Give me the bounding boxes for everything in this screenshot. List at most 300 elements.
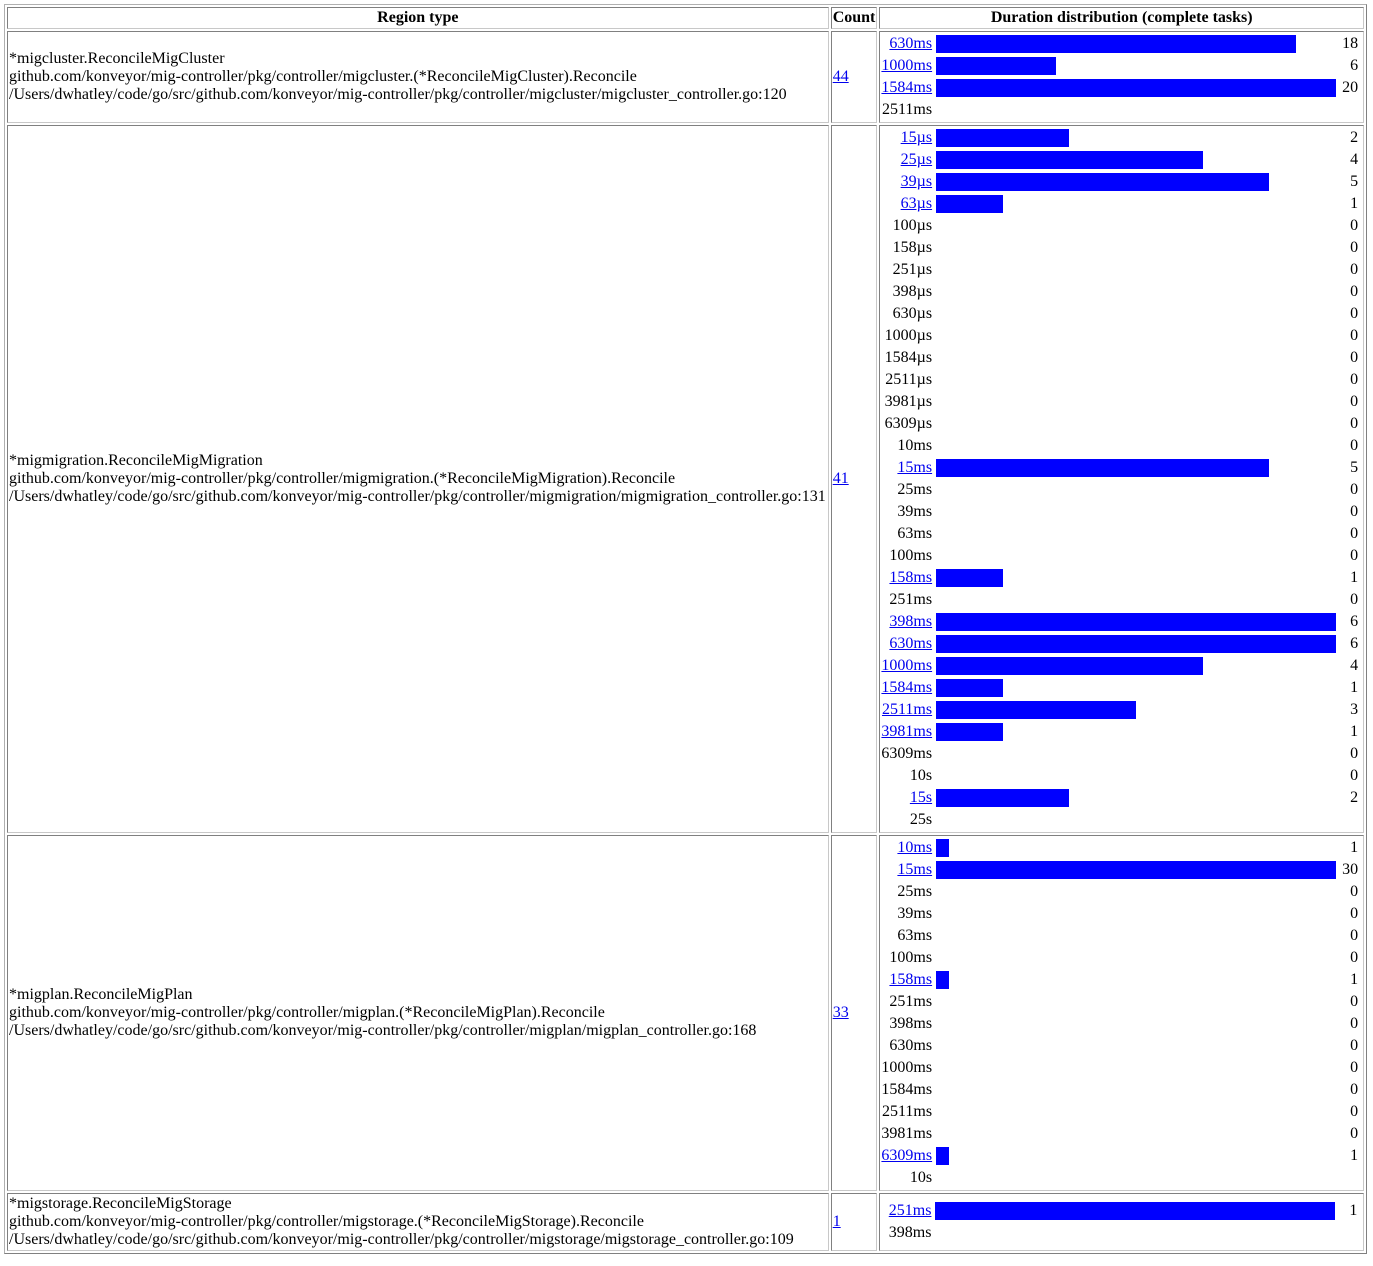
histogram-bucket xyxy=(881,1145,1358,1167)
histogram-bar xyxy=(936,789,1069,807)
bucket-label: 10ms xyxy=(897,437,933,454)
bar-cell xyxy=(936,281,1336,303)
bar-cell xyxy=(936,523,1336,545)
bucket-label: 6309ms xyxy=(881,745,933,762)
bar-cell xyxy=(936,677,1336,699)
bucket-label: 3981ms xyxy=(881,1125,933,1142)
bucket-label-cell xyxy=(881,947,936,969)
bucket-count: 1 xyxy=(1350,1147,1359,1164)
bucket-label-cell xyxy=(881,809,936,831)
count-link[interactable]: 33 xyxy=(832,1004,849,1021)
bucket-link[interactable]: 1000ms xyxy=(881,657,933,674)
histogram-bar xyxy=(936,173,1269,191)
bucket-count: 0 xyxy=(1350,481,1359,498)
histogram-bucket xyxy=(881,127,1358,149)
duration-distribution-cell xyxy=(879,125,1364,833)
histogram-bucket xyxy=(881,149,1358,171)
histogram-bucket xyxy=(881,193,1358,215)
bucket-label-cell xyxy=(881,567,936,589)
histogram-bucket xyxy=(881,947,1358,969)
duration-distribution-cell xyxy=(879,31,1364,123)
bar-cell xyxy=(936,589,1336,611)
bucket-label: 25ms xyxy=(897,883,933,900)
bucket-count: 0 xyxy=(1350,1015,1359,1032)
bucket-label-cell xyxy=(881,1123,936,1145)
bucket-label-cell xyxy=(881,743,936,765)
bucket-label-cell xyxy=(881,193,936,215)
region-function: github.com/konveyor/mig-controller/pkg/controller/migplan.(*ReconcileMigPlan).Reconcile xyxy=(9,1004,605,1021)
region-name: *migstorage.ReconcileMigStorage xyxy=(9,1195,232,1212)
bucket-label-cell xyxy=(881,127,936,149)
bucket-count: 0 xyxy=(1350,547,1359,564)
histogram-bucket xyxy=(881,99,1358,121)
bucket-label-cell xyxy=(881,721,936,743)
histogram-bucket xyxy=(881,1200,1357,1222)
bucket-label: 398µs xyxy=(892,283,933,300)
bucket-count: 5 xyxy=(1350,173,1359,190)
histogram-bucket xyxy=(881,743,1358,765)
bucket-label-cell xyxy=(881,903,936,925)
bucket-count: 0 xyxy=(1350,283,1359,300)
bucket-count: 0 xyxy=(1350,927,1359,944)
bar-cell xyxy=(936,859,1336,881)
histogram-bucket xyxy=(881,1035,1358,1057)
region-type-cell xyxy=(7,125,829,833)
bucket-label-cell xyxy=(881,281,936,303)
region-source-file: /Users/dwhatley/code/go/src/github.com/konveyor/mig-controller/pkg/controller/migcluster/migcluster_controller.go:120 xyxy=(9,86,787,103)
bar-cell xyxy=(936,457,1336,479)
bucket-label: 100µs xyxy=(892,217,933,234)
histogram-bucket xyxy=(881,721,1358,743)
duration-histogram xyxy=(881,127,1358,831)
bucket-count: 0 xyxy=(1350,993,1359,1010)
bucket-count: 0 xyxy=(1350,905,1359,922)
bucket-label-cell xyxy=(881,259,936,281)
histogram-bucket xyxy=(881,633,1358,655)
bar-cell xyxy=(936,1035,1336,1057)
bar-cell xyxy=(936,501,1336,523)
bucket-link[interactable]: 6309ms xyxy=(881,1147,933,1164)
histogram-bucket xyxy=(881,611,1358,633)
bucket-count: 0 xyxy=(1350,503,1359,520)
bar-cell xyxy=(936,787,1336,809)
bar-cell xyxy=(936,947,1336,969)
bucket-label-cell xyxy=(881,699,936,721)
histogram-bucket xyxy=(881,479,1358,501)
bucket-link[interactable]: 630ms xyxy=(889,635,933,652)
bar-cell xyxy=(936,1057,1336,1079)
bucket-link[interactable]: 398ms xyxy=(889,613,933,630)
histogram-bucket xyxy=(881,435,1358,457)
bar-cell xyxy=(936,837,1336,859)
bucket-count: 0 xyxy=(1350,349,1359,366)
histogram-bucket xyxy=(881,501,1358,523)
histogram-bucket xyxy=(881,325,1358,347)
region-type-cell xyxy=(7,835,829,1191)
histogram-bucket xyxy=(881,859,1358,881)
bucket-label-cell xyxy=(881,77,936,99)
bar-cell xyxy=(936,881,1336,903)
bucket-label: 25s xyxy=(909,811,933,828)
histogram-bar xyxy=(936,701,1136,719)
bucket-link[interactable]: 2511ms xyxy=(882,701,933,718)
bucket-label: 398ms xyxy=(889,1015,933,1032)
histogram-bucket xyxy=(881,925,1358,947)
histogram-bucket xyxy=(881,545,1358,567)
histogram-bucket xyxy=(881,765,1358,787)
bucket-label-cell xyxy=(881,325,936,347)
bar-cell xyxy=(936,391,1336,413)
bucket-count: 0 xyxy=(1350,591,1359,608)
bucket-label-cell xyxy=(881,1057,936,1079)
histogram-bar xyxy=(936,635,1336,653)
bucket-count: 0 xyxy=(1350,525,1359,542)
bar-cell xyxy=(936,413,1336,435)
bucket-label-cell xyxy=(881,149,936,171)
bucket-label-cell xyxy=(881,391,936,413)
table-row xyxy=(7,1193,1364,1251)
histogram-bar xyxy=(936,723,1003,741)
histogram-bar xyxy=(936,861,1336,879)
count-cell xyxy=(831,835,878,1191)
bar-cell xyxy=(936,149,1336,171)
bucket-count: 1 xyxy=(1350,971,1359,988)
bucket-label-cell xyxy=(881,545,936,567)
histogram-bucket xyxy=(881,457,1358,479)
bucket-count: 0 xyxy=(1350,949,1359,966)
duration-distribution-cell xyxy=(879,835,1364,1191)
count-link[interactable]: 1 xyxy=(832,1213,841,1230)
bucket-label-cell xyxy=(881,1222,935,1244)
bar-cell xyxy=(936,33,1336,55)
bucket-label-cell xyxy=(881,413,936,435)
bucket-label-cell xyxy=(881,501,936,523)
bucket-label: 39ms xyxy=(897,905,933,922)
bucket-label-cell xyxy=(881,1079,936,1101)
bucket-label-cell xyxy=(881,969,936,991)
bucket-label: 39ms xyxy=(897,503,933,520)
bucket-label: 10s xyxy=(909,1169,933,1186)
bucket-label: 2511ms xyxy=(882,1103,933,1120)
bucket-label-cell xyxy=(881,347,936,369)
histogram-bar xyxy=(936,657,1203,675)
bucket-label-cell xyxy=(881,677,936,699)
bucket-link[interactable]: 3981ms xyxy=(881,723,933,740)
bucket-label-cell xyxy=(881,589,936,611)
histogram-bucket xyxy=(881,699,1358,721)
bucket-label: 3981µs xyxy=(884,393,933,410)
histogram-bucket xyxy=(881,969,1358,991)
bucket-link[interactable]: 63µs xyxy=(900,195,933,212)
bucket-label-cell xyxy=(881,765,936,787)
bucket-link[interactable]: 15µs xyxy=(900,129,933,146)
bucket-label-cell xyxy=(881,1200,935,1222)
bucket-label: 2511ms xyxy=(882,101,933,118)
histogram-bucket xyxy=(881,237,1358,259)
count-cell xyxy=(831,31,878,123)
bucket-count: 0 xyxy=(1350,1059,1359,1076)
histogram-bucket xyxy=(881,55,1358,77)
region-name: *migcluster.ReconcileMigCluster xyxy=(9,50,225,67)
region-function: github.com/konveyor/mig-controller/pkg/controller/migcluster.(*ReconcileMigCluster).Reconcile xyxy=(9,68,637,85)
bucket-count: 1 xyxy=(1350,569,1359,586)
bucket-label-cell xyxy=(881,99,936,121)
bar-cell xyxy=(936,633,1336,655)
bucket-count: 0 xyxy=(1350,1103,1359,1120)
bucket-link[interactable]: 39µs xyxy=(900,173,933,190)
bucket-label-cell xyxy=(881,787,936,809)
bucket-label-cell xyxy=(881,303,936,325)
bar-cell xyxy=(936,721,1336,743)
bucket-count: 0 xyxy=(1350,239,1359,256)
bucket-count: 0 xyxy=(1350,217,1359,234)
bucket-count: 0 xyxy=(1350,1081,1359,1098)
bar-cell xyxy=(936,969,1336,991)
bar-cell xyxy=(936,991,1336,1013)
bucket-count xyxy=(1336,1167,1358,1189)
header-region-type: Region type xyxy=(7,7,829,29)
bucket-label-cell xyxy=(881,457,936,479)
bar-cell xyxy=(936,259,1336,281)
histogram-bucket xyxy=(881,567,1358,589)
bar-cell xyxy=(936,303,1336,325)
bucket-count: 4 xyxy=(1350,151,1359,168)
histogram-bar xyxy=(936,35,1296,53)
bucket-count: 6 xyxy=(1350,57,1359,74)
bucket-label: 10s xyxy=(909,767,933,784)
header-row xyxy=(7,7,1364,29)
bucket-label: 1000ms xyxy=(881,1059,933,1076)
bucket-link[interactable]: 25µs xyxy=(900,151,933,168)
bucket-count: 2 xyxy=(1350,129,1359,146)
bucket-label-cell xyxy=(881,523,936,545)
bucket-count: 30 xyxy=(1342,861,1359,878)
bucket-label: 251ms xyxy=(889,591,933,608)
region-name: *migmigration.ReconcileMigMigration xyxy=(9,452,263,469)
histogram-bucket xyxy=(881,677,1358,699)
bucket-label-cell xyxy=(881,1101,936,1123)
histogram-bar xyxy=(936,613,1336,631)
histogram-bar xyxy=(936,1147,949,1165)
count-link[interactable]: 44 xyxy=(832,68,849,85)
bucket-link[interactable]: 630ms xyxy=(889,35,933,52)
bucket-label: 251ms xyxy=(889,993,933,1010)
bucket-count: 1 xyxy=(1350,839,1359,856)
histogram-bucket xyxy=(881,655,1358,677)
bucket-label-cell xyxy=(881,55,936,77)
bucket-link[interactable]: 158ms xyxy=(889,569,933,586)
region-name: *migplan.ReconcileMigPlan xyxy=(9,986,193,1003)
histogram-bucket xyxy=(881,881,1358,903)
histogram-bucket xyxy=(881,33,1358,55)
bucket-count: 1 xyxy=(1349,1202,1358,1219)
bucket-label: 2511µs xyxy=(885,371,933,388)
bar-cell xyxy=(936,699,1336,721)
bucket-count: 18 xyxy=(1342,35,1359,52)
histogram-bucket xyxy=(881,787,1358,809)
region-source-file: /Users/dwhatley/code/go/src/github.com/konveyor/mig-controller/pkg/controller/migplan/migplan_controller.go:168 xyxy=(9,1022,757,1039)
histogram-bucket xyxy=(881,589,1358,611)
bar-cell xyxy=(936,545,1336,567)
histogram-bucket xyxy=(881,259,1358,281)
bar-cell xyxy=(936,325,1336,347)
bar-cell xyxy=(936,1101,1336,1123)
bucket-label: 100ms xyxy=(889,949,933,966)
histogram-bar xyxy=(936,679,1003,697)
histogram-bucket xyxy=(881,1013,1358,1035)
bucket-link[interactable]: 251ms xyxy=(888,1202,932,1219)
table-row xyxy=(7,835,1364,1191)
bar-cell xyxy=(936,77,1336,99)
bucket-count: 1 xyxy=(1350,195,1359,212)
bucket-label: 251µs xyxy=(892,261,933,278)
bucket-count: 5 xyxy=(1350,459,1359,476)
bucket-link[interactable]: 15s xyxy=(909,789,933,806)
bucket-count: 0 xyxy=(1350,883,1359,900)
bucket-label: 6309µs xyxy=(884,415,933,432)
bucket-label: 158µs xyxy=(892,239,933,256)
bar-cell xyxy=(936,369,1336,391)
header-count: Count xyxy=(831,7,878,29)
bucket-label: 630ms xyxy=(889,1037,933,1054)
bucket-count: 0 xyxy=(1350,327,1359,344)
bar-cell xyxy=(936,127,1336,149)
histogram-bar xyxy=(936,195,1003,213)
bucket-count: 3 xyxy=(1350,701,1359,718)
bucket-label-cell xyxy=(881,837,936,859)
bucket-link[interactable]: 15ms xyxy=(897,861,933,878)
bucket-link[interactable]: 158ms xyxy=(889,971,933,988)
duration-histogram xyxy=(881,837,1358,1189)
bar-cell xyxy=(936,55,1336,77)
bucket-label: 100ms xyxy=(889,547,933,564)
region-source-file: /Users/dwhatley/code/go/src/github.com/konveyor/mig-controller/pkg/controller/migstorage/migstorage_controller.go:109 xyxy=(9,1231,794,1248)
histogram-bucket xyxy=(881,281,1358,303)
bucket-label: 630µs xyxy=(892,305,933,322)
bar-cell xyxy=(936,215,1336,237)
bucket-label-cell xyxy=(881,369,936,391)
histogram-bucket xyxy=(881,171,1358,193)
histogram-bucket xyxy=(881,369,1358,391)
bucket-label-cell xyxy=(881,479,936,501)
table-row xyxy=(7,31,1364,123)
region-type-cell xyxy=(7,1193,829,1251)
bar-cell xyxy=(936,193,1336,215)
histogram-bar xyxy=(936,57,1056,75)
bar-cell xyxy=(936,611,1336,633)
bar-cell xyxy=(936,479,1336,501)
bucket-count: 0 xyxy=(1350,393,1359,410)
histogram-bucket xyxy=(881,1079,1358,1101)
bucket-count xyxy=(1335,1222,1357,1244)
histogram-bar xyxy=(936,839,949,857)
bucket-label-cell xyxy=(881,925,936,947)
bar-cell xyxy=(936,171,1336,193)
histogram-bucket xyxy=(881,1123,1358,1145)
histogram-bucket xyxy=(881,1101,1358,1123)
histogram-bar xyxy=(935,1202,1335,1220)
bucket-link[interactable]: 1000ms xyxy=(881,57,933,74)
duration-histogram xyxy=(881,33,1358,121)
region-function: github.com/konveyor/mig-controller/pkg/controller/migmigration.(*ReconcileMigMigration).Reconcile xyxy=(9,470,676,487)
bucket-label-cell xyxy=(881,1013,936,1035)
region-function: github.com/konveyor/mig-controller/pkg/controller/migstorage.(*ReconcileMigStorage).Reconcile xyxy=(9,1213,644,1230)
bucket-label-cell xyxy=(881,33,936,55)
bar-cell xyxy=(936,567,1336,589)
duration-distribution-cell xyxy=(879,1193,1364,1251)
bar-cell xyxy=(936,809,1336,831)
bucket-count: 1 xyxy=(1350,679,1359,696)
bucket-count: 6 xyxy=(1350,613,1359,630)
histogram-bucket xyxy=(881,215,1358,237)
bucket-label: 63ms xyxy=(897,525,933,542)
count-link[interactable]: 41 xyxy=(832,470,849,487)
bucket-label-cell xyxy=(881,435,936,457)
bucket-count: 6 xyxy=(1350,635,1359,652)
histogram-bucket xyxy=(881,413,1358,435)
bucket-link[interactable]: 10ms xyxy=(897,839,933,856)
bar-cell xyxy=(936,237,1336,259)
bucket-count: 0 xyxy=(1350,437,1359,454)
header-distribution: Duration distribution (complete tasks) xyxy=(879,7,1364,29)
bucket-count: 0 xyxy=(1350,1125,1359,1142)
histogram-bucket xyxy=(881,303,1358,325)
bucket-label: 1000µs xyxy=(884,327,933,344)
histogram-bucket xyxy=(881,391,1358,413)
count-cell xyxy=(831,125,878,833)
region-table xyxy=(4,4,1367,1254)
bucket-label: 1584ms xyxy=(881,1081,933,1098)
histogram-bar xyxy=(936,971,949,989)
histogram-bucket xyxy=(881,1167,1358,1189)
bar-cell xyxy=(936,1013,1336,1035)
bar-cell xyxy=(936,655,1336,677)
bucket-count: 20 xyxy=(1342,79,1359,96)
bucket-link[interactable]: 1584ms xyxy=(881,79,933,96)
histogram-bucket xyxy=(881,903,1358,925)
bucket-link[interactable]: 1584ms xyxy=(881,679,933,696)
bucket-label-cell xyxy=(881,237,936,259)
bucket-link[interactable]: 15ms xyxy=(897,459,933,476)
histogram-bar xyxy=(936,79,1336,97)
bar-cell xyxy=(936,435,1336,457)
bucket-count: 1 xyxy=(1350,723,1359,740)
bucket-count xyxy=(1336,809,1358,831)
bar-cell xyxy=(935,1222,1335,1244)
histogram-bar xyxy=(936,151,1203,169)
bucket-label-cell xyxy=(881,1145,936,1167)
region-source-file: /Users/dwhatley/code/go/src/github.com/konveyor/mig-controller/pkg/controller/migmigration/migmigration_controller.go:131 xyxy=(9,488,826,505)
bucket-label-cell xyxy=(881,633,936,655)
bucket-count: 4 xyxy=(1350,657,1359,674)
histogram-bucket xyxy=(881,809,1358,831)
region-type-cell xyxy=(7,31,829,123)
count-cell xyxy=(831,1193,878,1251)
histogram-bucket xyxy=(881,837,1358,859)
bar-cell xyxy=(936,765,1336,787)
bucket-count: 0 xyxy=(1350,371,1359,388)
bucket-count: 2 xyxy=(1350,789,1359,806)
histogram-bucket xyxy=(881,991,1358,1013)
bucket-label-cell xyxy=(881,655,936,677)
bar-cell xyxy=(936,903,1336,925)
bar-cell xyxy=(936,1123,1336,1145)
bucket-count: 0 xyxy=(1350,745,1359,762)
bucket-label: 63ms xyxy=(897,927,933,944)
bar-cell xyxy=(936,925,1336,947)
bar-cell xyxy=(936,347,1336,369)
histogram-bar xyxy=(936,129,1069,147)
